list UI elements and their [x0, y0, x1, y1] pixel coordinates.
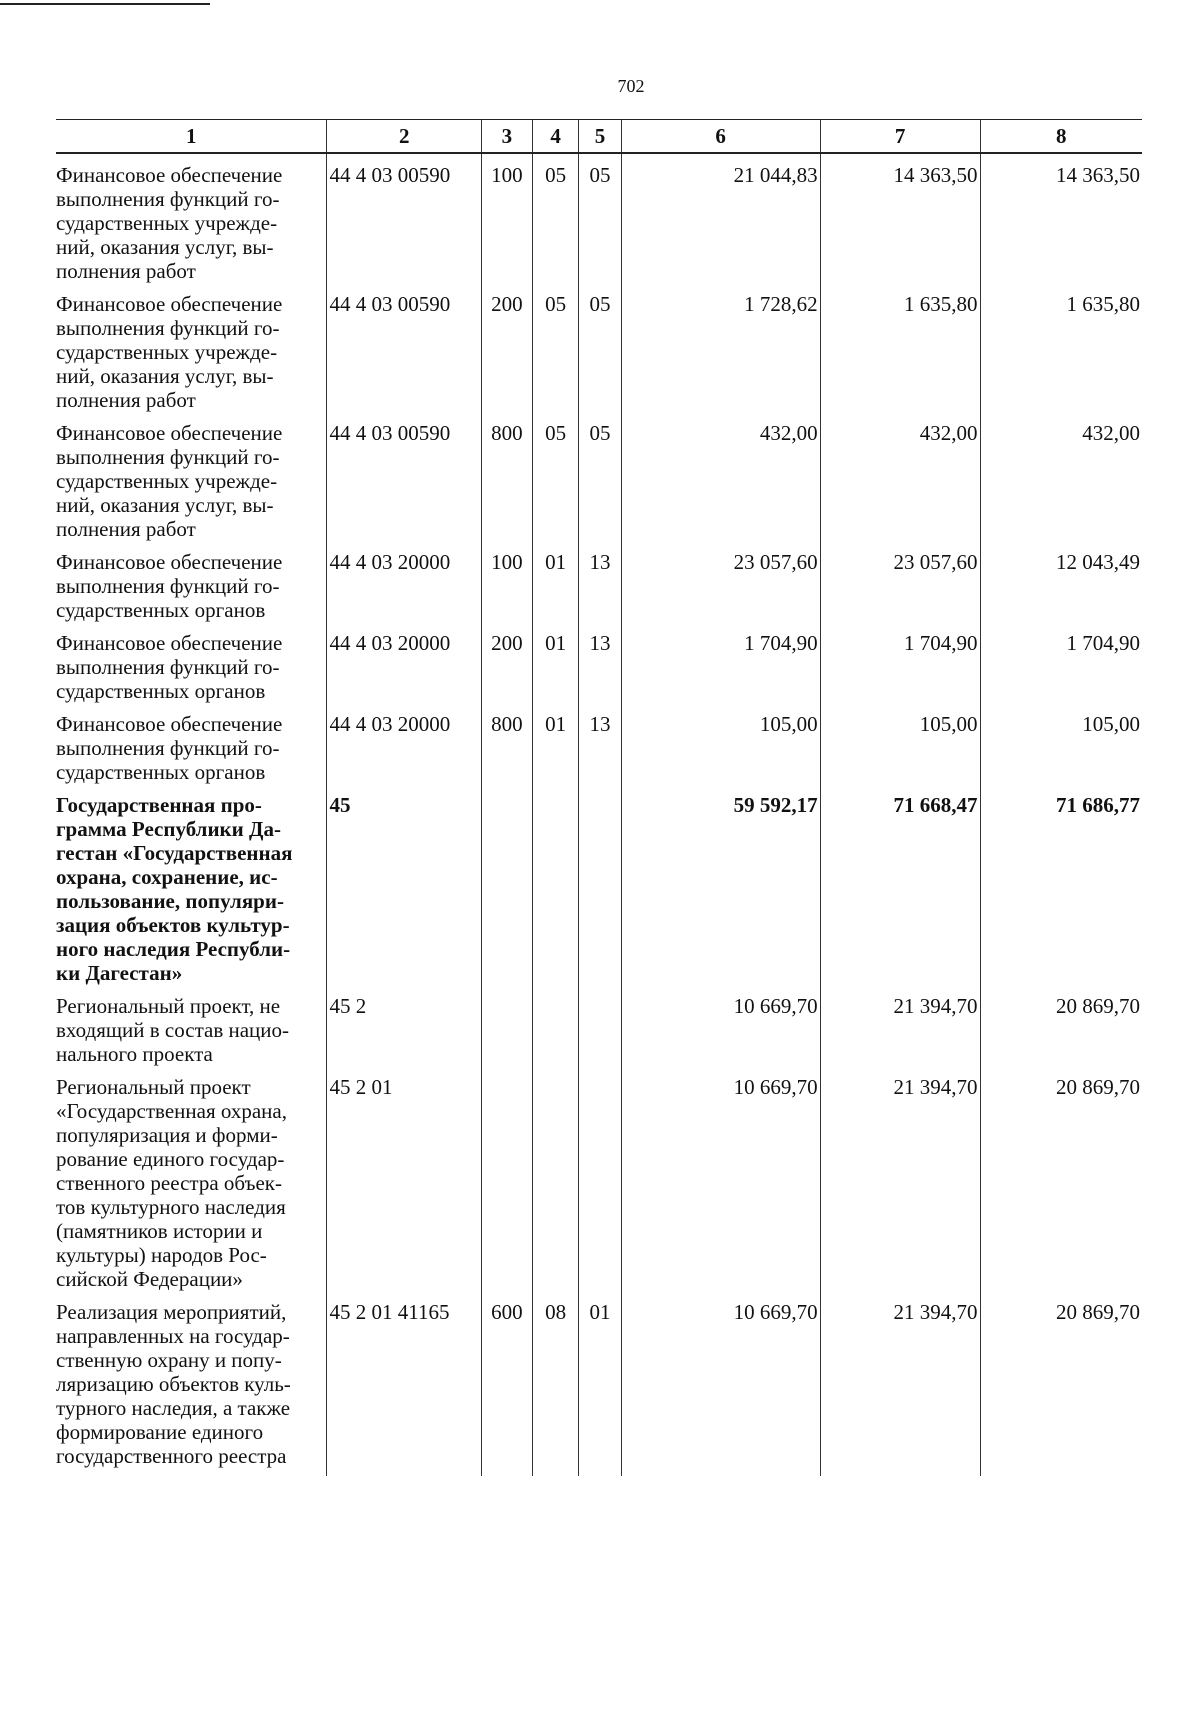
row-value-col8-cell: 20 869,70 [980, 1066, 1142, 1291]
row-subsection-cell: 13 [579, 541, 621, 622]
row-name-line: сударственных учрежде- [56, 211, 278, 235]
row-expense-type-cell: 100 [482, 153, 533, 283]
column-header-2: 2 [327, 120, 482, 154]
row-value-col8-cell: 20 869,70 [980, 985, 1142, 1066]
row-expense-type-cell: 600 [482, 1291, 533, 1476]
table-row [56, 283, 1142, 412]
row-subsection-cell [579, 985, 621, 1066]
row-section-cell: 01 [532, 541, 579, 622]
row-expense-type-cell: 800 [482, 412, 533, 541]
row-subsection-cell: 05 [579, 153, 621, 283]
row-subsection-cell: 13 [579, 703, 621, 784]
row-name-line: ний, оказания услуг, вы- [56, 364, 274, 388]
table-row [56, 1291, 1142, 1476]
row-name-line: сударственных органов [56, 760, 266, 784]
row-value-col6-cell: 105,00 [621, 703, 820, 784]
row-value-col7-cell: 23 057,60 [820, 541, 980, 622]
row-section-cell: 05 [532, 153, 579, 283]
row-name-line: полнения работ [56, 388, 196, 412]
table-row [56, 622, 1142, 703]
row-value-col6-cell: 21 044,83 [621, 153, 820, 283]
row-name-line: ки Дагестан» [56, 961, 183, 985]
row-value-col7-cell: 432,00 [820, 412, 980, 541]
row-value-col8-cell: 105,00 [980, 703, 1142, 784]
row-name-line: тов культурного наследия [56, 1195, 286, 1219]
row-value-col8-cell: 20 869,70 [980, 1291, 1142, 1476]
row-name-line: ний, оказания услуг, вы- [56, 235, 274, 259]
row-value-col7-cell: 71 668,47 [820, 784, 980, 985]
column-header-6: 6 [621, 120, 820, 154]
row-name-line: сударственных учрежде- [56, 340, 278, 364]
row-name-cell [56, 622, 327, 703]
row-name-line: «Государственная охрана, [56, 1099, 287, 1123]
row-name-cell [56, 283, 327, 412]
row-subsection-cell: 05 [579, 412, 621, 541]
row-name-line: охрана, сохранение, ис- [56, 865, 278, 889]
row-name-line: сударственных учрежде- [56, 469, 278, 493]
row-code-cell: 45 2 01 41165 [327, 1291, 482, 1476]
row-value-col8-cell: 432,00 [980, 412, 1142, 541]
row-subsection-cell: 05 [579, 283, 621, 412]
table-row [56, 153, 1142, 283]
row-subsection-cell: 13 [579, 622, 621, 703]
row-value-col6-cell: 23 057,60 [621, 541, 820, 622]
row-name-line: ственную охрану и попу- [56, 1348, 282, 1372]
row-name-cell [56, 985, 327, 1066]
row-section-cell: 01 [532, 622, 579, 703]
row-value-col6-cell: 1 728,62 [621, 283, 820, 412]
row-name-line: Реализация мероприятий, [56, 1300, 287, 1324]
row-value-col8-cell: 1 704,90 [980, 622, 1142, 703]
row-name-line: Региональный проект, не [56, 994, 281, 1018]
page-number: 702 [617, 76, 645, 96]
row-value-col8-cell: 1 635,80 [980, 283, 1142, 412]
row-name-line: выполнения функций го- [56, 316, 280, 340]
row-subsection-cell: 01 [579, 1291, 621, 1476]
table-row [56, 985, 1142, 1066]
row-name-line: гестан «Государственная [56, 841, 293, 865]
table-body [56, 153, 1142, 1476]
row-name-line: Финансовое обеспечение [56, 631, 283, 655]
top-edge-rule [0, 3, 210, 5]
row-section-cell [532, 1066, 579, 1291]
row-code-cell: 44 4 03 20000 [327, 541, 482, 622]
row-expense-type-cell: 800 [482, 703, 533, 784]
row-name-line: полнения работ [56, 517, 196, 541]
row-name-line: пользование, популяри- [56, 889, 284, 913]
row-section-cell: 01 [532, 703, 579, 784]
row-code-cell: 45 [327, 784, 482, 985]
row-name-line: сударственных органов [56, 679, 266, 703]
column-header-3: 3 [482, 120, 533, 154]
row-name-line: ний, оказания услуг, вы- [56, 493, 274, 517]
row-name-line: Государственная про- [56, 793, 262, 817]
row-code-cell: 45 2 01 [327, 1066, 482, 1291]
row-value-col8-cell: 14 363,50 [980, 153, 1142, 283]
row-expense-type-cell: 200 [482, 622, 533, 703]
row-expense-type-cell: 100 [482, 541, 533, 622]
row-name-line: направленных на государ- [56, 1324, 290, 1348]
row-expense-type-cell [482, 784, 533, 985]
row-name-cell [56, 703, 327, 784]
table-row [56, 703, 1142, 784]
row-name-cell [56, 784, 327, 985]
column-header-5: 5 [579, 120, 621, 154]
row-name-cell [56, 1291, 327, 1476]
row-section-cell [532, 985, 579, 1066]
row-code-cell: 44 4 03 00590 [327, 153, 482, 283]
row-name-line: Финансовое обеспечение [56, 712, 283, 736]
row-value-col7-cell: 21 394,70 [820, 1291, 980, 1476]
column-header-1: 1 [56, 120, 327, 154]
row-code-cell: 44 4 03 20000 [327, 622, 482, 703]
row-value-col6-cell: 432,00 [621, 412, 820, 541]
row-code-cell: 44 4 03 00590 [327, 412, 482, 541]
row-name-line: выполнения функций го- [56, 736, 280, 760]
row-name-line: Финансовое обеспечение [56, 163, 283, 187]
row-value-col6-cell: 59 592,17 [621, 784, 820, 985]
row-name-line: выполнения функций го- [56, 655, 280, 679]
row-name-line: выполнения функций го- [56, 574, 280, 598]
row-value-col8-cell: 12 043,49 [980, 541, 1142, 622]
row-name-line: сийской Федерации» [56, 1267, 243, 1291]
row-name-line: (памятников истории и [56, 1219, 263, 1243]
row-value-col7-cell: 21 394,70 [820, 985, 980, 1066]
row-name-line: формирование единого [56, 1420, 264, 1444]
row-code-cell: 44 4 03 20000 [327, 703, 482, 784]
table-row [56, 541, 1142, 622]
row-value-col6-cell: 10 669,70 [621, 985, 820, 1066]
row-code-cell: 44 4 03 00590 [327, 283, 482, 412]
row-subsection-cell [579, 784, 621, 985]
row-name-cell [56, 1066, 327, 1291]
column-header-4: 4 [532, 120, 579, 154]
table-row [56, 412, 1142, 541]
column-header-7: 7 [820, 120, 980, 154]
row-value-col7-cell: 1 635,80 [820, 283, 980, 412]
row-expense-type-cell [482, 985, 533, 1066]
row-section-cell [532, 784, 579, 985]
row-name-line: ственного реестра объек- [56, 1171, 282, 1195]
row-name-cell [56, 153, 327, 283]
row-section-cell: 08 [532, 1291, 579, 1476]
row-value-col7-cell: 21 394,70 [820, 1066, 980, 1291]
row-name-line: выполнения функций го- [56, 445, 280, 469]
row-name-line: популяризация и форми- [56, 1123, 278, 1147]
row-value-col6-cell: 10 669,70 [621, 1291, 820, 1476]
budget-table [56, 119, 1142, 1476]
row-subsection-cell [579, 1066, 621, 1291]
row-name-line: ного наследия Республи- [56, 937, 291, 961]
row-code-cell: 45 2 [327, 985, 482, 1066]
row-name-line: ляризацию объектов куль- [56, 1372, 291, 1396]
row-value-col6-cell: 10 669,70 [621, 1066, 820, 1291]
row-name-line: государственного реестра [56, 1444, 287, 1468]
table-row [56, 1066, 1142, 1291]
row-name-line: Финансовое обеспечение [56, 421, 283, 445]
row-name-line: Финансовое обеспечение [56, 550, 283, 574]
row-expense-type-cell: 200 [482, 283, 533, 412]
table-row [56, 784, 1142, 985]
row-section-cell: 05 [532, 283, 579, 412]
row-expense-type-cell [482, 1066, 533, 1291]
row-name-line: Финансовое обеспечение [56, 292, 283, 316]
row-name-line: полнения работ [56, 259, 196, 283]
row-name-line: сударственных органов [56, 598, 266, 622]
row-name-line: нального проекта [56, 1042, 213, 1066]
row-value-col7-cell: 1 704,90 [820, 622, 980, 703]
row-name-line: Региональный проект [56, 1075, 251, 1099]
row-name-line: зация объектов культур- [56, 913, 290, 937]
header-row [56, 120, 1142, 154]
row-name-line: культуры) народов Рос- [56, 1243, 267, 1267]
row-value-col7-cell: 105,00 [820, 703, 980, 784]
row-value-col7-cell: 14 363,50 [820, 153, 980, 283]
row-name-line: выполнения функций го- [56, 187, 280, 211]
row-name-cell [56, 541, 327, 622]
row-name-line: рование единого государ- [56, 1147, 285, 1171]
column-header-8: 8 [980, 120, 1142, 154]
row-name-cell [56, 412, 327, 541]
row-name-line: турного наследия, а также [56, 1396, 291, 1420]
row-name-line: грамма Республики Да- [56, 817, 281, 841]
row-value-col8-cell: 71 686,77 [980, 784, 1142, 985]
row-value-col6-cell: 1 704,90 [621, 622, 820, 703]
row-section-cell: 05 [532, 412, 579, 541]
row-name-line: входящий в состав нацио- [56, 1018, 290, 1042]
